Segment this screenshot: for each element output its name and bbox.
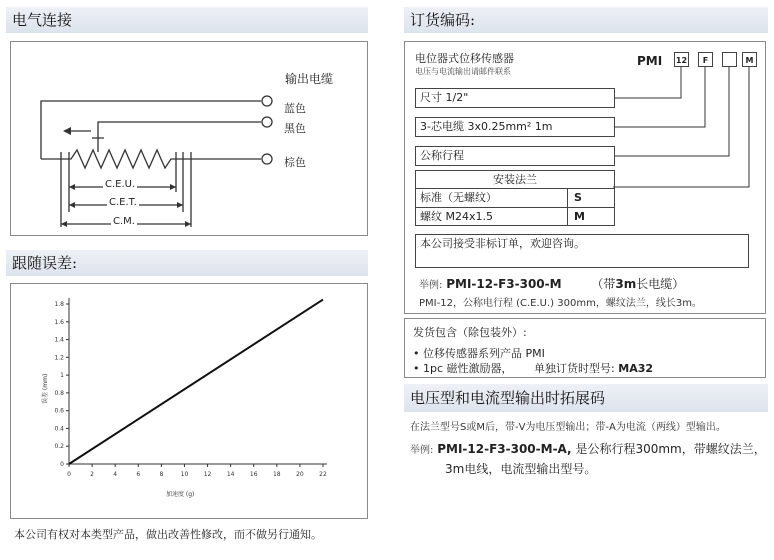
package-item-text: 1pc 磁性激励器，	[423, 362, 513, 375]
code-box-flange: M	[742, 52, 757, 67]
example-code: PMI-12-F3-300-M	[446, 277, 562, 291]
y-tick-label: 1.2	[54, 354, 64, 362]
flange-desc: 标准（无螺纹）	[416, 189, 568, 207]
order-panel	[404, 41, 766, 314]
product-note: 电压与电流输出请邮件联系	[415, 67, 511, 76]
product-name: 电位器式位移传感器	[415, 52, 514, 65]
y-tick-label: 1.4	[54, 336, 64, 344]
dim-cm-label: C.M.	[113, 216, 135, 227]
terminal-blue	[262, 96, 272, 106]
flange-header: 安装法兰	[416, 171, 614, 189]
example-label: 举例:	[419, 280, 443, 291]
x-tick-label: 14	[226, 471, 235, 478]
extension-example-label: 举例:	[410, 445, 434, 456]
wiring-panel	[10, 41, 368, 236]
example-suffix-post: 长电缆）	[636, 277, 685, 291]
example-line	[419, 275, 684, 292]
terminal-brown	[262, 154, 272, 164]
wire-black-label: 黑色	[284, 122, 306, 135]
x-tick-label: 2	[90, 471, 95, 478]
y-tick-label: 1	[60, 372, 64, 380]
size-field: 尺寸 1/2"	[415, 88, 615, 108]
flange-row	[416, 208, 614, 226]
wire-black-line	[98, 122, 261, 138]
wiring-header	[6, 7, 368, 33]
extension-example-code: PMI-12-F3-300-M-A,	[437, 442, 572, 456]
package-item-extra: 单独订货时型号:	[534, 362, 615, 375]
resistor-zigzag	[41, 150, 186, 168]
y-tick-label: 1.6	[54, 318, 64, 326]
y-tick-label: 0	[60, 461, 64, 468]
stroke-field: 公称行程	[415, 146, 615, 166]
package-title: 发货包含（除包装外）:	[413, 326, 527, 339]
package-item	[413, 345, 545, 361]
code-box-stroke	[722, 52, 737, 67]
dim-ceu-label: C.E.U.	[105, 179, 136, 190]
wiring-title: 电气连接	[12, 11, 73, 29]
wire-blue-line	[41, 101, 261, 159]
wire-brown-label: 棕色	[284, 156, 306, 169]
x-tick-label: 6	[136, 471, 141, 478]
y-tick-label: 0.8	[54, 389, 64, 397]
tracking-error-chart	[11, 284, 367, 518]
wiper-stem	[92, 138, 104, 152]
y-tick-label: 1.8	[54, 301, 64, 308]
flange-desc: 螺纹 M24x1.5	[416, 208, 568, 226]
example-suffix-pre: （带	[591, 277, 616, 291]
footnote: 本公司有权对本类型产品，做出改善性修改，而不做另行通知。	[14, 528, 322, 541]
x-tick-label: 12	[203, 471, 212, 478]
x-tick-label: 0	[67, 471, 71, 478]
output-cable-label: 输出电缆	[285, 72, 334, 86]
order-header	[404, 7, 768, 33]
code-box-cable: F	[698, 52, 713, 67]
extension-example-text1: 是公称行程300mm，带螺纹法兰，	[575, 442, 766, 456]
order-title: 订货编码:	[410, 11, 476, 29]
code-box-size: 12	[674, 52, 689, 67]
y-tick-label: 0.2	[54, 443, 64, 451]
custom-order-note: 本公司接受非标订单，欢迎咨询。	[415, 234, 749, 268]
x-tick-label: 8	[159, 471, 164, 478]
extension-title: 电压型和电流型输出时拓展码	[410, 389, 606, 407]
flange-code: M	[574, 210, 585, 223]
series-line	[69, 300, 323, 464]
flange-code: S	[574, 191, 582, 204]
example-desc: PMI-12，公称电行程 (C.E.U.) 300mm，螺纹法兰，线长3m。	[419, 298, 702, 309]
x-tick-label: 18	[272, 471, 281, 478]
example-suffix-bold: 3m	[615, 277, 637, 291]
flange-row	[416, 189, 614, 208]
x-tick-label: 22	[319, 471, 327, 478]
package-panel	[404, 318, 766, 378]
dim-cet-label: C.E.T.	[109, 197, 137, 208]
extension-example-text2: 3m电线，电流型输出型号。	[445, 462, 597, 476]
package-item-model: MA32	[618, 362, 654, 375]
tracking-header	[6, 250, 368, 276]
x-axis-label: 加速度 (g)	[166, 491, 195, 498]
wire-blue-label: 蓝色	[284, 102, 306, 115]
extension-header	[404, 384, 768, 412]
y-axis-label: 误差 (mm)	[42, 373, 49, 404]
package-item	[413, 360, 653, 376]
bullet-icon: •	[413, 347, 420, 360]
chart-panel	[10, 283, 368, 519]
x-tick-label: 4	[113, 471, 118, 478]
terminal-black	[262, 117, 272, 127]
flange-table	[415, 170, 615, 226]
package-item-text: 位移传感器系列产品 PMI	[423, 347, 545, 360]
code-prefix: PMI	[637, 54, 663, 68]
extension-desc: 在法兰型号S或M后，带-V为电压型输出；带-A为电流（两线）型输出。	[410, 422, 726, 433]
x-tick-label: 16	[249, 471, 258, 478]
cable-field: 3-芯电缆 3x0.25mm² 1m	[415, 117, 615, 137]
y-tick-label: 0.6	[54, 407, 64, 415]
y-tick-label: 0.4	[54, 425, 64, 433]
x-tick-label: 20	[296, 471, 304, 478]
arrow-head-icon	[63, 127, 71, 135]
extension-example	[410, 440, 766, 457]
x-tick-label: 10	[180, 471, 189, 478]
bullet-icon: •	[413, 362, 420, 375]
tracking-title: 跟随误差:	[12, 254, 78, 272]
